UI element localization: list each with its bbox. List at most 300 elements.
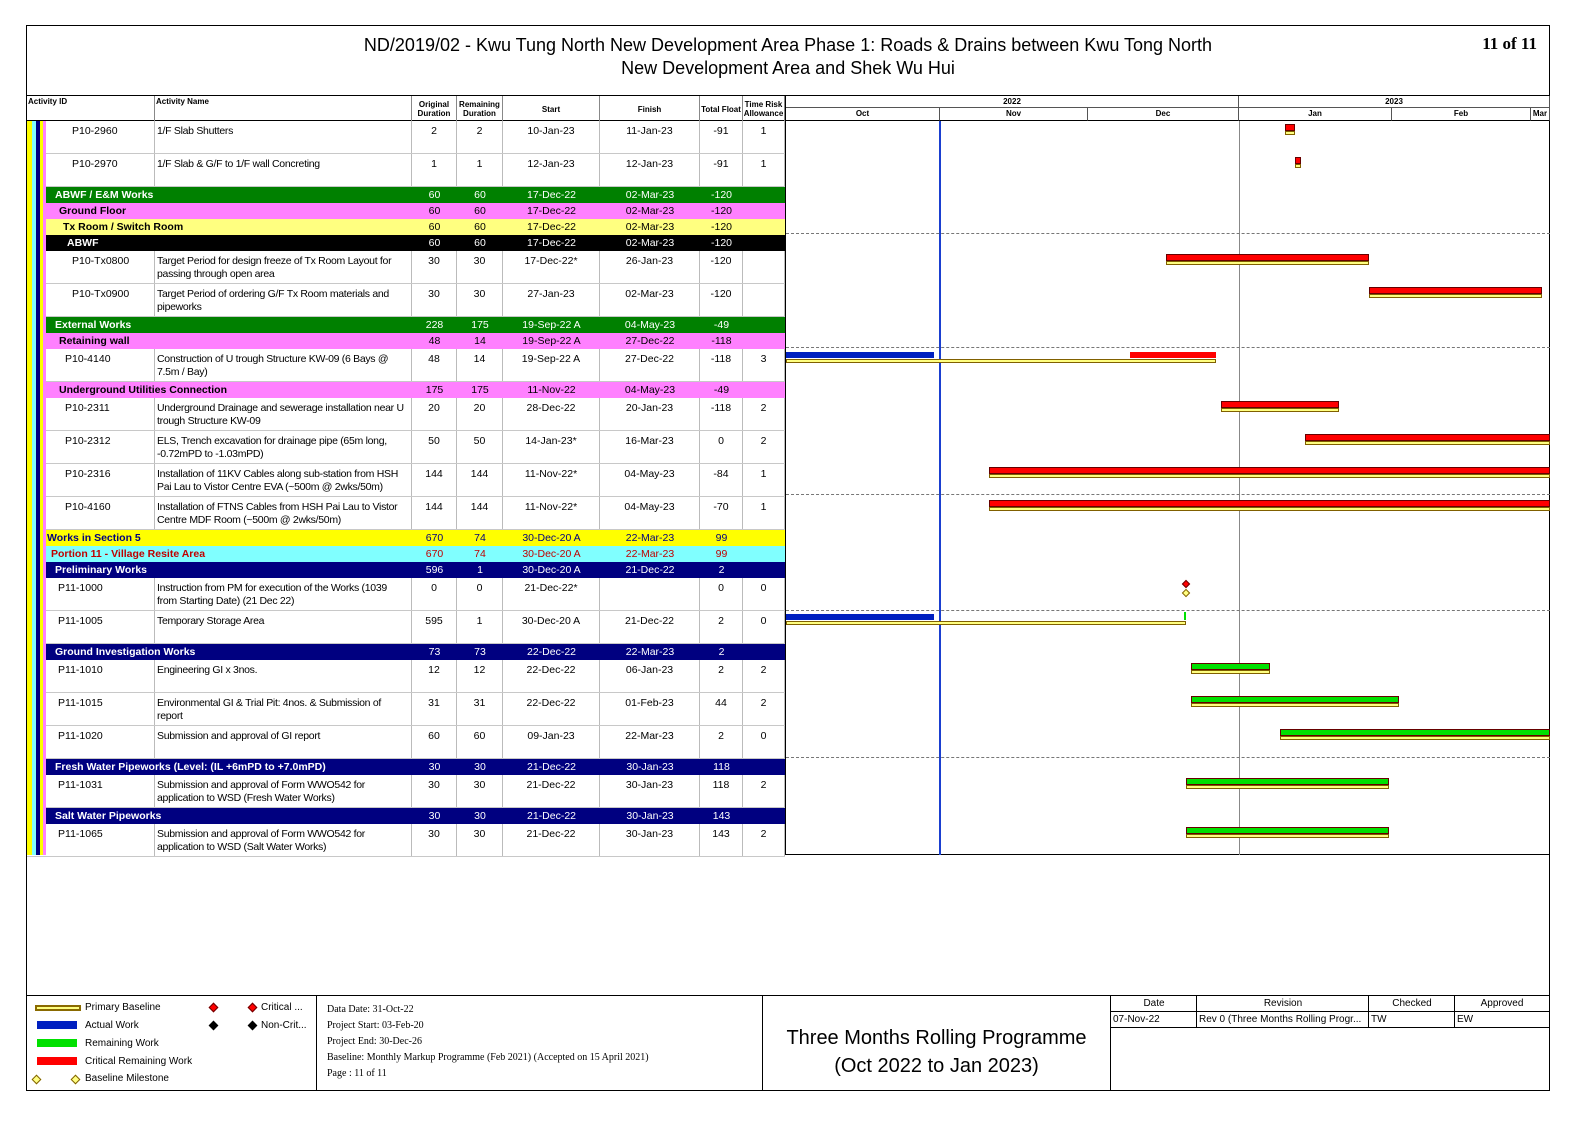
cell-finish <box>600 578 700 610</box>
cell-finish: 21-Dec-22 <box>600 611 700 643</box>
rev-header-date: Date <box>1143 998 1165 1009</box>
col-start[interactable]: Start <box>503 96 600 121</box>
cell-float: 118 <box>700 775 743 807</box>
cell-rem: 14 <box>474 335 486 347</box>
activity-id: P11-1010 <box>27 660 155 692</box>
cell-start: 10-Jan-23 <box>503 121 600 153</box>
cell-finish: 30-Jan-23 <box>600 824 700 856</box>
wbs-group-row[interactable] <box>27 759 785 775</box>
cell-rem: 30 <box>457 775 503 807</box>
baseline-bar[interactable] <box>989 507 1550 511</box>
cell-risk: 1 <box>743 464 785 496</box>
activity-row[interactable] <box>27 726 785 759</box>
wbs-name: Ground Floor <box>59 205 127 217</box>
wbs-group-row[interactable] <box>27 382 785 398</box>
baseline-bar[interactable] <box>1191 703 1398 707</box>
cell-orig: 20 <box>412 398 457 430</box>
baseline-bar[interactable] <box>989 474 1550 478</box>
actual-work-bar[interactable] <box>786 352 934 358</box>
cell-rem: 144 <box>457 464 503 496</box>
baseline-bar[interactable] <box>1186 785 1389 789</box>
remaining-work-bar[interactable] <box>1280 729 1550 736</box>
cell-float: 2 <box>718 646 725 658</box>
cell-finish: 16-Mar-23 <box>600 431 700 463</box>
cell-risk: 1 <box>743 497 785 529</box>
cell-orig: 60 <box>412 726 457 758</box>
cell-float: 0 <box>700 578 743 610</box>
cell-risk: 1 <box>743 121 785 153</box>
revision-block <box>1111 996 1549 1091</box>
cell-risk: 2 <box>743 431 785 463</box>
cell-start: 11-Nov-22* <box>503 497 600 529</box>
cell-float: -118 <box>700 349 743 381</box>
month-nov: Nov <box>940 108 1088 121</box>
footer <box>27 995 1549 1090</box>
cell-rem: 30 <box>474 761 486 773</box>
activity-name: Installation of FTNS Cables from HSH Pai Lau to Vistor Centre MDF Room (~500m @ 2wks/50m) <box>155 497 412 529</box>
wbs-group-row[interactable] <box>27 317 785 333</box>
project-info <box>317 996 763 1091</box>
cell-float: -49 <box>713 384 730 396</box>
activity-id: P10-4160 <box>27 497 155 529</box>
page-info: Page : 11 of 11 <box>327 1068 387 1079</box>
cell-start: 09-Jan-23 <box>503 726 600 758</box>
wbs-group-row[interactable] <box>27 333 785 349</box>
cell-float: 143 <box>700 824 743 856</box>
cell-start: 21-Dec-22 <box>503 824 600 856</box>
col-original-duration[interactable]: Original Duration <box>412 96 457 121</box>
baseline-bar[interactable] <box>1295 164 1301 168</box>
cell-orig: 60 <box>428 189 441 201</box>
cell-risk: 2 <box>743 660 785 692</box>
activity-name: 1/F Slab Shutters <box>155 121 412 153</box>
noncritical-milestone-icon <box>209 1021 219 1031</box>
critical-milestone-icon <box>248 1003 258 1013</box>
cell-rem: 31 <box>457 693 503 725</box>
critical-milestone-icon <box>209 1003 219 1013</box>
wbs-name: Underground Utilities Connection <box>59 384 227 396</box>
col-activity-id[interactable]: Activity ID <box>27 96 155 121</box>
cell-rem: 60 <box>474 205 486 217</box>
cell-finish: 20-Jan-23 <box>600 398 700 430</box>
cell-finish: 12-Jan-23 <box>600 154 700 186</box>
baseline-bar[interactable] <box>1166 261 1369 265</box>
baseline-bar[interactable] <box>1369 294 1542 298</box>
cell-start: 30-Dec-20 A <box>522 564 581 576</box>
wbs-group-row[interactable] <box>27 546 785 562</box>
data-date-line <box>939 121 941 855</box>
cell-float: -120 <box>710 189 732 201</box>
activity-row[interactable] <box>27 154 785 187</box>
cell-orig: 595 <box>412 611 457 643</box>
table-header <box>27 96 785 121</box>
baseline-bar[interactable] <box>786 359 1216 363</box>
wbs-group-row[interactable] <box>27 530 785 546</box>
activity-row[interactable] <box>27 693 785 726</box>
activity-id: P10-2316 <box>27 464 155 496</box>
activity-name: Construction of U trough Structure KW-09 (6 Bays @ 7.5m / Bay) <box>155 349 412 381</box>
cell-finish: 02-Mar-23 <box>625 189 675 201</box>
cell-risk <box>743 284 785 316</box>
cell-orig: 30 <box>412 775 457 807</box>
wbs-name: ABWF <box>67 237 99 249</box>
band-separator <box>786 610 1550 611</box>
critical-remaining-bar[interactable] <box>989 500 1550 507</box>
cell-risk <box>743 251 785 283</box>
wbs-name: Ground Investigation Works <box>55 646 196 658</box>
cell-rem: 0 <box>457 578 503 610</box>
cell-start: 21-Dec-22 <box>526 810 577 822</box>
cell-start: 11-Nov-22 <box>527 384 576 396</box>
cell-orig: 144 <box>412 464 457 496</box>
cell-rem: 144 <box>457 497 503 529</box>
cell-rem: 74 <box>474 548 486 560</box>
col-activity-name[interactable]: Activity Name <box>155 96 412 121</box>
cell-orig: 670 <box>425 548 444 560</box>
cell-orig: 0 <box>412 578 457 610</box>
cell-start: 17-Dec-22 <box>526 237 577 249</box>
activity-id: P10-Tx0800 <box>27 251 155 283</box>
activity-row[interactable] <box>27 431 785 464</box>
activity-id: P10-Tx0900 <box>27 284 155 316</box>
cell-start: 22-Dec-22 <box>526 646 577 658</box>
cell-finish: 02-Mar-23 <box>625 205 675 217</box>
activity-row[interactable] <box>27 611 785 644</box>
page-header <box>27 26 1549 96</box>
critical-remaining-bar[interactable] <box>989 467 1550 474</box>
wbs-group-row[interactable] <box>27 187 785 203</box>
cell-finish: 02-Mar-23 <box>625 221 675 233</box>
baseline-milestone-icon <box>32 1075 42 1085</box>
wbs-group-row[interactable] <box>27 235 785 251</box>
cell-rem: 20 <box>457 398 503 430</box>
cell-orig: 48 <box>412 349 457 381</box>
cell-start: 11-Nov-22* <box>503 464 600 496</box>
activity-id: P11-1000 <box>27 578 155 610</box>
cell-float: 0 <box>700 431 743 463</box>
legend-actual-work: Actual Work <box>85 1020 139 1031</box>
col-total-float[interactable]: Total Float <box>700 96 743 121</box>
cell-start: 21-Dec-22 <box>526 761 577 773</box>
activity-row[interactable] <box>27 578 785 611</box>
wbs-name: Works in Section 5 <box>47 532 141 544</box>
cell-orig: 228 <box>425 319 444 331</box>
activity-id: P10-2312 <box>27 431 155 463</box>
legend-critical: Critical ... <box>261 1002 303 1013</box>
legend <box>27 996 317 1091</box>
month-dec: Dec <box>1088 108 1239 121</box>
cell-orig: 30 <box>412 284 457 316</box>
cell-finish: 27-Dec-22 <box>600 349 700 381</box>
cell-start: 12-Jan-23 <box>503 154 600 186</box>
col-finish[interactable]: Finish <box>600 96 700 121</box>
cell-rem: 14 <box>457 349 503 381</box>
cell-float: -120 <box>710 205 732 217</box>
activity-row[interactable] <box>27 660 785 693</box>
actual-work-bar[interactable] <box>786 614 934 620</box>
baseline-bar[interactable] <box>1191 670 1270 674</box>
wbs-stripe <box>43 121 46 855</box>
baseline-bar[interactable] <box>1186 834 1389 838</box>
cell-risk: 2 <box>743 775 785 807</box>
cell-rem: 12 <box>457 660 503 692</box>
activity-id: P11-1020 <box>27 726 155 758</box>
activity-row[interactable] <box>27 775 785 808</box>
baseline-swatch <box>35 1005 81 1011</box>
cell-start: 17-Dec-22 <box>526 205 577 217</box>
activity-name: Submission and approval of GI report <box>155 726 412 758</box>
data-date: Data Date: 31-Oct-22 <box>327 1004 414 1015</box>
project-title: ND/2019/02 - Kwu Tung North New Development Area Phase 1: Roads & Drains between Kwu Tong North New Development Area and Shek Wu Hui <box>363 35 1213 78</box>
milestone-icon[interactable] <box>1182 580 1190 588</box>
activity-row[interactable] <box>27 251 785 284</box>
activity-row[interactable] <box>27 497 785 530</box>
cell-finish: 22-Mar-23 <box>625 548 675 560</box>
cell-float: -49 <box>713 319 730 331</box>
remaining-work-bar[interactable] <box>1186 778 1389 785</box>
cell-finish: 04-May-23 <box>624 384 676 396</box>
cell-rem: 1 <box>457 611 503 643</box>
legend-critical-remaining: Critical Remaining Work <box>85 1056 193 1067</box>
cell-finish: 26-Jan-23 <box>600 251 700 283</box>
cell-orig: 144 <box>412 497 457 529</box>
cell-start: 17-Dec-22 <box>526 189 577 201</box>
page-number: 11 of 11 <box>1482 34 1537 53</box>
cell-rem: 30 <box>457 251 503 283</box>
wbs-name: External Works <box>55 319 132 331</box>
programme-title: Three Months Rolling Programme (Oct 2022 to Jan 2023) <box>763 996 1111 1091</box>
cell-start: 14-Jan-23* <box>503 431 600 463</box>
wbs-group-row[interactable] <box>27 203 785 219</box>
baseline-milestone-icon[interactable] <box>1182 589 1190 597</box>
actual-swatch <box>37 1021 77 1029</box>
wbs-group-row[interactable] <box>27 219 785 235</box>
activity-row[interactable] <box>27 349 785 382</box>
legend-baseline-milestone: Baseline Milestone <box>85 1073 169 1084</box>
wbs-name: Tx Room / Switch Room <box>63 221 184 233</box>
activity-row[interactable] <box>27 464 785 497</box>
cell-start: 30-Dec-20 A <box>522 548 581 560</box>
cell-start: 17-Dec-22* <box>503 251 600 283</box>
month-mar: Mar <box>1531 108 1550 121</box>
activity-id: P10-4140 <box>27 349 155 381</box>
cell-orig: 30 <box>428 761 441 773</box>
cell-orig: 670 <box>425 532 444 544</box>
cell-orig: 2 <box>412 121 457 153</box>
rev-header-revision: Revision <box>1263 998 1303 1009</box>
cell-float: 143 <box>712 810 731 822</box>
band-separator <box>786 757 1550 758</box>
cell-orig: 50 <box>412 431 457 463</box>
cell-orig: 60 <box>428 237 441 249</box>
cell-float: -91 <box>700 154 743 186</box>
cell-float: -118 <box>700 398 743 430</box>
cell-float: 2 <box>700 726 743 758</box>
cell-risk: 2 <box>743 693 785 725</box>
cell-rem: 60 <box>457 726 503 758</box>
wbs-name: Fresh Water Pipeworks (Level: (IL +6mPD to +7.0mPD) <box>55 761 326 773</box>
activity-id: P11-1005 <box>27 611 155 643</box>
month-oct: Oct <box>786 108 940 121</box>
project-end: Project End: 30-Dec-26 <box>327 1036 422 1047</box>
cell-start: 19-Sep-22 A <box>522 319 581 331</box>
legend-remaining-work: Remaining Work <box>85 1038 159 1049</box>
noncritical-milestone-icon <box>248 1021 258 1031</box>
activity-name: Target Period for design freeze of Tx Room Layout for passing through open area <box>155 251 412 283</box>
cell-finish: 02-Mar-23 <box>600 284 700 316</box>
activity-name: 1/F Slab & G/F to 1/F wall Concreting <box>155 154 412 186</box>
cell-float: 2 <box>718 564 725 576</box>
activity-id: P11-1015 <box>27 693 155 725</box>
baseline-bar[interactable] <box>1305 441 1550 445</box>
critical-remaining-bar[interactable] <box>1285 124 1295 131</box>
cell-finish: 22-Mar-23 <box>625 646 675 658</box>
cell-orig: 1 <box>412 154 457 186</box>
cell-risk: 0 <box>743 578 785 610</box>
cell-start: 21-Dec-22 <box>503 775 600 807</box>
cell-rem: 175 <box>471 384 489 396</box>
col-time-risk[interactable]: Time Risk Allowance <box>743 96 785 121</box>
cell-start: 22-Dec-22 <box>503 660 600 692</box>
rev-date: 07-Nov-22 <box>1113 1014 1160 1025</box>
cell-risk: 0 <box>743 611 785 643</box>
activity-id: P11-1065 <box>27 824 155 856</box>
critical-remaining-bar[interactable] <box>1221 401 1340 408</box>
cell-start: 28-Dec-22 <box>503 398 600 430</box>
legend-non-critical: Non-Crit... <box>261 1020 307 1031</box>
cell-risk: 2 <box>743 398 785 430</box>
rev-header-approved: Approved <box>1480 998 1524 1009</box>
cell-float: -120 <box>700 251 743 283</box>
critical-remaining-bar[interactable] <box>1166 254 1369 261</box>
cell-float: -91 <box>700 121 743 153</box>
wbs-group-row[interactable] <box>27 808 785 824</box>
month-jan: Jan <box>1239 108 1392 121</box>
critical-remaining-bar[interactable] <box>1369 287 1542 294</box>
cell-float: -70 <box>700 497 743 529</box>
gantt-chart <box>785 96 1549 855</box>
cell-start: 19-Sep-22 A <box>522 335 581 347</box>
cell-finish: 22-Mar-23 <box>625 532 675 544</box>
cell-risk: 2 <box>743 824 785 856</box>
cell-rem: 30 <box>457 824 503 856</box>
activity-id: P10-2970 <box>27 154 155 186</box>
col-remaining-duration[interactable]: Remaining Duration <box>457 96 503 121</box>
cell-orig: 60 <box>428 221 441 233</box>
cell-finish: 22-Mar-23 <box>600 726 700 758</box>
rev-revision: Rev 0 (Three Months Rolling Progr... <box>1199 1014 1362 1025</box>
cell-float: -120 <box>710 237 732 249</box>
baseline-info: Baseline: Monthly Markup Programme (Feb 2021) (Accepted on 15 April 2021) <box>327 1052 649 1063</box>
baseline-bar[interactable] <box>786 621 1186 625</box>
wbs-group-row[interactable] <box>27 562 785 578</box>
legend-primary-baseline: Primary Baseline <box>85 1002 161 1013</box>
activity-row[interactable] <box>27 121 785 154</box>
cell-float: -118 <box>711 335 732 347</box>
cell-start: 22-Dec-22 <box>503 693 600 725</box>
baseline-milestone-icon <box>71 1075 81 1085</box>
cell-float: -120 <box>710 221 732 233</box>
cell-orig: 596 <box>425 564 444 576</box>
critical-remaining-bar[interactable] <box>1295 157 1301 164</box>
year-2022: 2022 <box>786 96 1239 108</box>
cell-orig: 30 <box>428 810 441 822</box>
activity-name: Temporary Storage Area <box>155 611 412 643</box>
cell-float: 44 <box>700 693 743 725</box>
activity-row[interactable] <box>27 824 785 857</box>
cell-start: 21-Dec-22* <box>503 578 600 610</box>
baseline-bar[interactable] <box>1285 131 1295 135</box>
cell-rem: 60 <box>474 237 486 249</box>
activity-row[interactable] <box>27 284 785 317</box>
remaining-work-bar[interactable] <box>1191 696 1398 703</box>
cell-orig: 31 <box>412 693 457 725</box>
activity-id: P11-1031 <box>27 775 155 807</box>
gantt-body <box>786 121 1550 855</box>
wbs-group-row[interactable] <box>27 644 785 660</box>
cell-finish: 06-Jan-23 <box>600 660 700 692</box>
activity-name: Instruction from PM for execution of the Works (1039 from Starting Date) (21 Dec 22) <box>155 578 412 610</box>
cell-orig: 175 <box>425 384 444 396</box>
cell-rem: 1 <box>477 564 483 576</box>
cell-float: 2 <box>700 660 743 692</box>
band-separator <box>786 347 1550 348</box>
cell-finish: 04-May-23 <box>624 319 676 331</box>
cell-risk: 3 <box>743 349 785 381</box>
cell-orig: 12 <box>412 660 457 692</box>
cell-rem: 73 <box>474 646 486 658</box>
critical-remaining-bar[interactable] <box>1305 434 1550 441</box>
cell-start: 19-Sep-22 A <box>503 349 600 381</box>
remaining-work-bar[interactable] <box>1130 352 1216 358</box>
activity-name: Submission and approval of Form WWO542 for application to WSD (Fresh Water Works) <box>155 775 412 807</box>
wbs-name: Salt Water Pipeworks <box>55 810 162 822</box>
baseline-bar[interactable] <box>1221 408 1340 412</box>
activity-name: Installation of 11KV Cables along sub-station from HSH Pai Lau to Vistor Centre EVA (~500m @ 2wks/50m) <box>155 464 412 496</box>
cell-rem: 60 <box>474 221 486 233</box>
activity-name: Target Period of ordering G/F Tx Room materials and pipeworks <box>155 284 412 316</box>
cell-rem: 2 <box>457 121 503 153</box>
activity-id: P10-2960 <box>27 121 155 153</box>
cell-float: -120 <box>700 284 743 316</box>
wbs-name: Portion 11 - Village Resite Area <box>51 548 206 560</box>
cell-finish: 27-Dec-22 <box>625 335 675 347</box>
activity-name: Submission and approval of Form WWO542 for application to WSD (Salt Water Works) <box>155 824 412 856</box>
activity-name: ELS, Trench excavation for drainage pipe (65m long, -0.72mPD to -1.03mPD) <box>155 431 412 463</box>
wbs-name: ABWF / E&M Works <box>55 189 154 201</box>
wbs-name: Retaining wall <box>59 335 130 347</box>
cell-orig: 60 <box>428 205 441 217</box>
cell-orig: 48 <box>428 335 441 347</box>
rev-header-checked: Checked <box>1392 998 1432 1009</box>
cell-finish: 21-Dec-22 <box>625 564 675 576</box>
remaining-work-bar[interactable] <box>1186 827 1389 834</box>
cell-finish: 30-Jan-23 <box>626 761 674 773</box>
table-body <box>27 121 785 857</box>
band-separator <box>786 233 1550 234</box>
cell-start: 30-Dec-20 A <box>522 532 581 544</box>
remaining-work-bar[interactable] <box>1184 612 1186 620</box>
cell-orig: 30 <box>412 824 457 856</box>
cell-finish: 04-May-23 <box>600 464 700 496</box>
cell-float: 2 <box>700 611 743 643</box>
baseline-bar[interactable] <box>1280 736 1550 740</box>
activity-row[interactable] <box>27 398 785 431</box>
cell-rem: 1 <box>457 154 503 186</box>
cell-float: 118 <box>713 761 730 773</box>
remaining-work-bar[interactable] <box>1191 663 1270 670</box>
activity-name: Underground Drainage and sewerage installation near U trough Structure KW-09 <box>155 398 412 430</box>
